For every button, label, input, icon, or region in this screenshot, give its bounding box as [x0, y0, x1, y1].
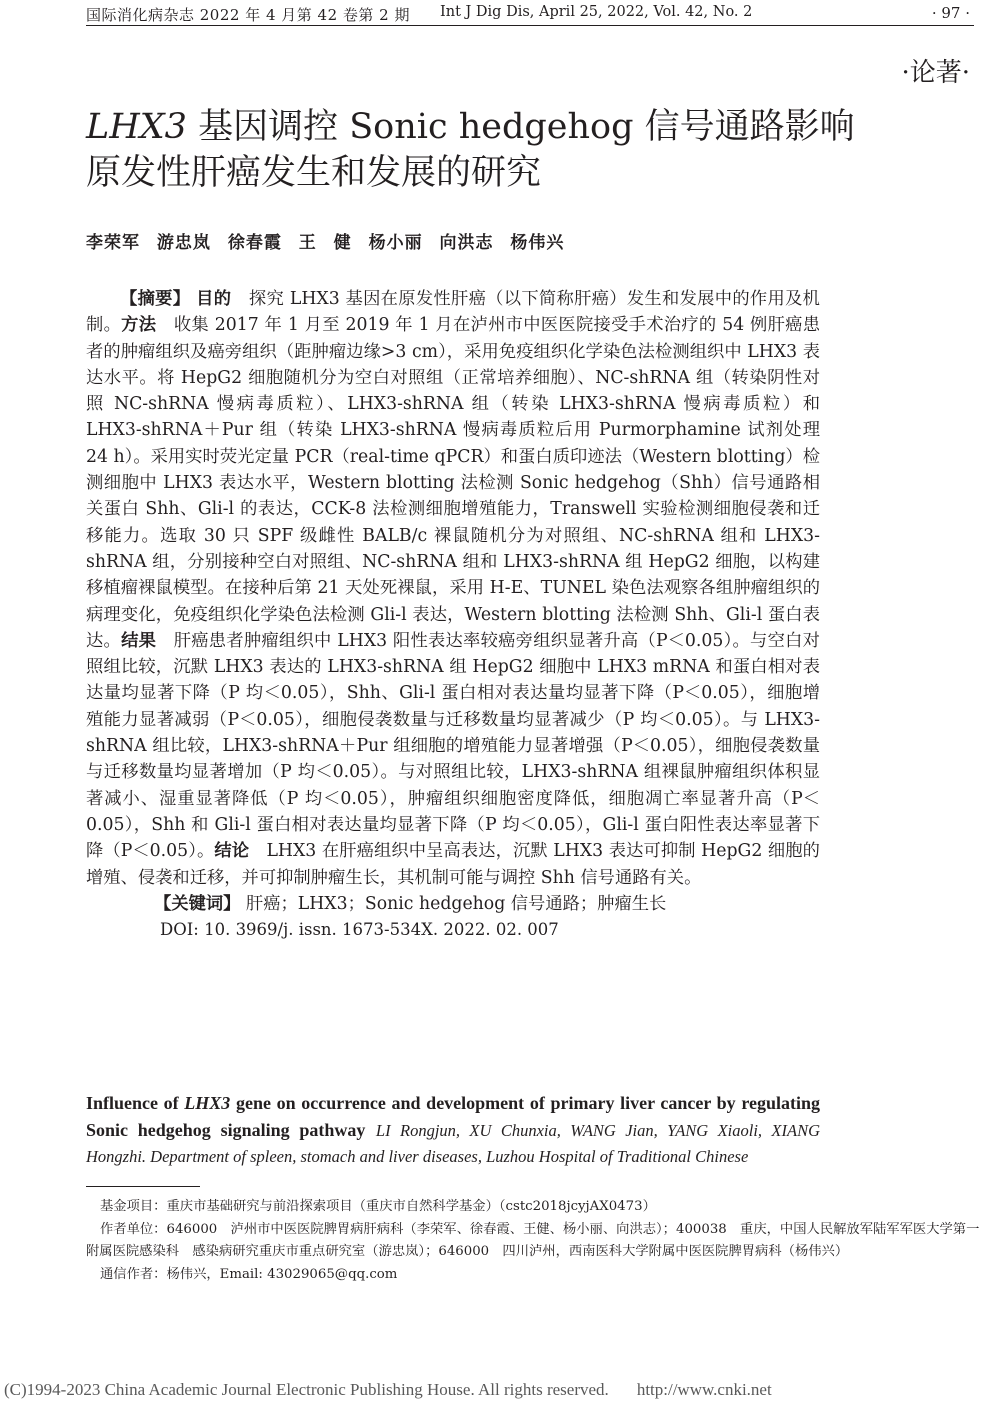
- page-number: · 97 ·: [931, 4, 970, 22]
- journal-header-en: Int J Dig Dis, April 25, 2022, Vol. 42, No. 2: [440, 4, 753, 20]
- title-line-1: [86, 104, 906, 150]
- journal-header-cn: 国际消化病杂志 2022 年 4 月第 42 卷第 2 期: [86, 6, 410, 24]
- english-authors: LI Rongjun, XU Chunxia, WANG Jian, YANG Xiaoli, XIANG Hongzhi. Department of spleen, stomach and liver diseases, Luzhou Hospital of Traditional Chinese: [86, 1121, 821, 1166]
- keywords-label: 【关键词】: [154, 893, 241, 914]
- fund-note: 基金项目：重庆市基础研究与前沿探索项目（重庆市自然科学基金）（cstc2018jcyjAX0473）: [100, 1199, 656, 1214]
- abstract: [86, 286, 820, 943]
- results-text: 肝癌患者肿瘤组织中 LHX3 阳性表达率较癌旁组织显著升高（P＜0.05）。与空白对照组比较，沉默 LHX3 表达的 LHX3-shRNA 组 HepG2 细胞中 LHX3 mRNA 和蛋白相对表达量均显著下降（P 均＜0.05），Shh、Gli-l 蛋白相对表达量均显著下降（P＜0.05），细胞增殖能力显著减弱（P＜0.05），细胞侵袭数量与迁移数量均显著减少（P 均＜0.05）。与 LHX3-shRNA 组比较，LHX3-shRNA＋Pur 组细胞的增殖能力显著增强（P＜0.05），细胞侵袭数量与迁移数量均显著增加（P 均＜0.05）。与对照组比较，LHX3-shRNA 组裸鼠肿瘤组织体积显著减小、湿重显著降低（P 均＜0.05），肿瘤组织细胞密度降低，细胞凋亡率显著升高（P＜0.05），Shh 和 Gli-l 蛋白相对表达量均显著下降（P 均＜0.05），Gli-l 蛋白阳性表达率显著下降（P＜0.05）。: [86, 630, 820, 862]
- results-label: 结果: [121, 630, 157, 651]
- author-list: 李荣军 游忠岚 徐春霞 王 健 杨小丽 向洪志 杨伟兴: [86, 233, 565, 253]
- copyright-url[interactable]: http://www.cnki.net: [636, 1380, 772, 1399]
- conclusion-text: LHX3 在肝癌组织中呈高表达，沉默 LHX3 表达可抑制 HepG2 细胞的增殖、侵袭和迁移，并可抑制肿瘤生长，其机制可能与调控 Shh 信号通路有关。: [86, 841, 820, 888]
- column-tag: ·论著·: [901, 58, 970, 88]
- title-gene: LHX3: [86, 107, 187, 147]
- english-title-gene: LHX3: [184, 1093, 231, 1113]
- keywords: [86, 891, 820, 917]
- article-title: [86, 104, 906, 196]
- doi: DOI: 10. 3969/j. issn. 1673-534X. 2022. 02. 007: [160, 920, 559, 940]
- objective-label: 目的: [196, 289, 232, 309]
- methods-text: 收集 2017 年 1 月至 2019 年 1 月在泸州市中医医院接受手术治疗的 54 例肝癌患者的肿瘤组织及癌旁组织（距肿瘤边缘>3 cm），采用免疫组织化学染色法检测组织中 LHX3 表达水平。将 HepG2 细胞随机分为空白对照组（正常培养细胞）、NC-shRNA 组（转染阴性对照 NC-shRNA 慢病毒质粒）、LHX3-shRNA 组（转染 LHX3-shRNA 慢病毒质粒）和 LHX3-shRNA＋Pur 组（转染 LHX3-shRNA 慢病毒质粒后用 Purmorphamine 试剂处理 24 h）。采用实时荧光定量 PCR（real-time qPCR）和蛋白质印迹法（Western blotting）检测细胞中 LHX3 表达水平，Western blotting 法检测 Sonic hedgehog（Shh）信号通路相关蛋白 Shh、Gli-l 的表达，CCK-8 法检测细胞增殖能力，Transwell 实验检测细胞侵袭和迁移能力。选取 30 只 SPF 级雌性 BALB/c 裸鼠随机分为对照组、NC-shRNA 组和 LHX3-shRNA 组，分别接种空白对照组、NC-shRNA 组和 LHX3-shRNA 组 HepG2 细胞，以构建移植瘤裸鼠模型。在接种后第 21 天处死裸鼠，采用 H-E、TUNEL 染色法观察各组肿瘤组织的病理变化，免疫组织化学染色法检测 Gli-l 表达，Western blotting 法检测 Shh、Gli-l 蛋白表达。: [86, 315, 820, 651]
- correspondence-note: 通信作者：杨伟兴，Email: 43029065@qq.com: [100, 1266, 398, 1282]
- abstract-body: [86, 286, 820, 891]
- conclusion-label: 结论: [214, 841, 250, 862]
- abstract-label: 【摘要】: [120, 289, 191, 309]
- footnote-divider: [86, 1186, 200, 1187]
- keywords-text: 肝癌；LHX3；Sonic hedgehog 信号通路；肿瘤生长: [245, 893, 667, 914]
- title-line-1-rest: 基因调控 Sonic hedgehog 信号通路影响: [186, 107, 855, 147]
- header-divider: [86, 25, 974, 26]
- english-title-post: gene on occurrence and development of primary liver cancer by regulating Sonic hedgehog signaling pathway: [86, 1093, 821, 1140]
- affiliation-note: 作者单位：646000 泸州市中医医院脾胃病肝病科（李荣军、徐春霞、王健、杨小丽、向洪志）；400038 重庆，中国人民解放军陆军军医大学第一附属医院感染科 感染病研究重庆市重点研究室（游忠岚）；646000 四川泸州，西南医科大学附属中医医院脾胃病科（杨伟兴）: [86, 1221, 980, 1259]
- copyright-text: (C)1994-2023 China Academic Journal Electronic Publishing House. All rights reserved.: [4, 1380, 609, 1399]
- copyright-line: [4, 1380, 772, 1400]
- english-abstract: [86, 1090, 820, 1170]
- footnotes: [86, 1196, 986, 1286]
- title-line-2: 原发性肝癌发生和发展的研究: [86, 153, 542, 193]
- objective-text: 探究 LHX3 基因在原发性肝癌（以下简称肝癌）发生和发展中的作用及机制。: [86, 289, 820, 336]
- methods-label: 方法: [121, 315, 157, 336]
- english-title-pre: Influence of: [86, 1093, 185, 1113]
